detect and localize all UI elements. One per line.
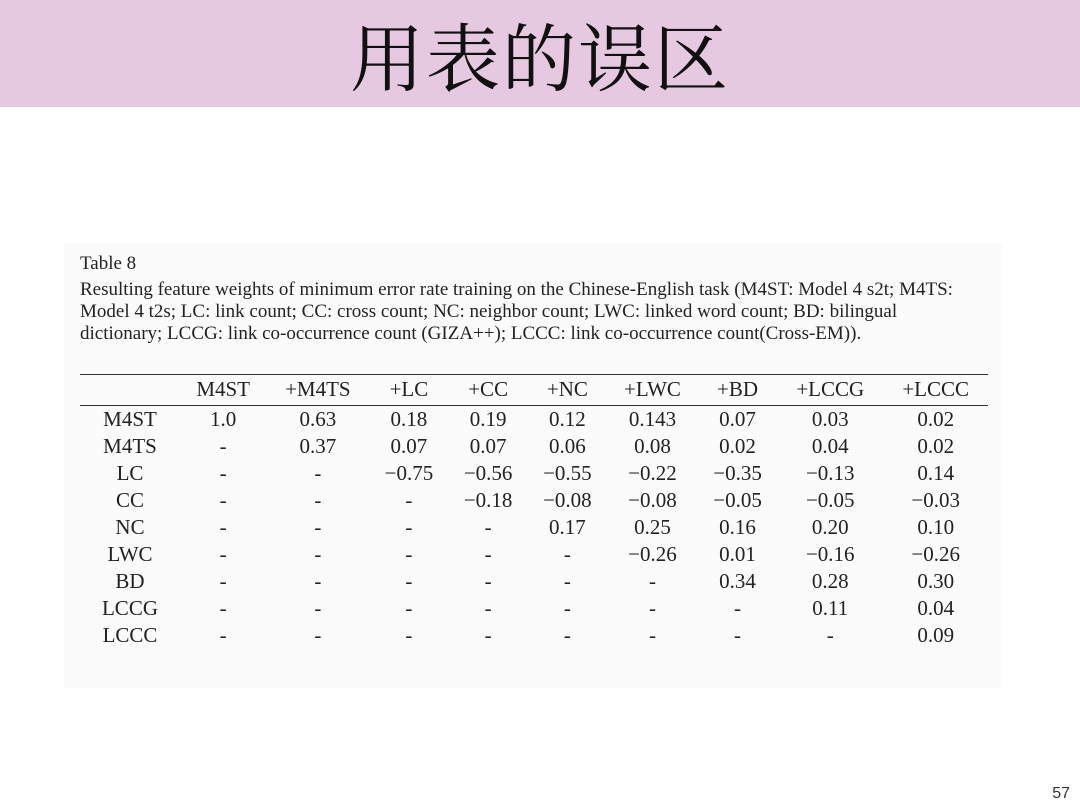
table-cell: - [314,515,322,539]
table-cell: - [314,461,322,485]
table-cell: - [219,596,227,620]
table-cell: 0.16 [719,515,756,539]
table-cell: −0.03 [911,488,960,512]
table-cell: 0.07 [390,434,428,458]
table-row-label: LCCC [102,623,158,647]
feature-weights-table [80,374,988,649]
table-cell: 0.02 [917,434,955,458]
table-cell: - [314,488,322,512]
table-cell: 0.34 [719,569,756,593]
table-cell: - [314,569,322,593]
table-cell: 0.10 [917,515,955,539]
table-header-cell: +LCCC [883,375,988,406]
table-cell: −0.13 [805,461,855,485]
table-figure [64,243,1002,688]
table-header-cell: +LC [369,375,448,406]
table-cell: 0.19 [469,407,507,431]
table-header-cell: M4ST [180,375,266,406]
table-cell: 0.17 [549,515,586,539]
table-row [80,622,988,649]
table-cell: - [563,569,571,593]
table-cell: 0.14 [917,461,955,485]
table-cell: 0.02 [719,434,756,458]
table-cell: - [734,596,742,620]
table-cell: - [405,488,413,512]
table-row [80,460,988,487]
table-cell: −0.26 [911,542,960,566]
table-cell: 0.09 [917,623,955,647]
page-number: 57 [1052,785,1070,802]
table-cell: - [219,515,227,539]
table-row-label: M4TS [103,434,157,458]
table-cell: - [219,461,227,485]
table-cell: 0.07 [469,434,507,458]
table-cell: −0.56 [463,461,513,485]
table-row [80,568,988,595]
table-cell: −0.18 [463,488,513,512]
slide-title-bar [0,0,1080,107]
table-row-label: LCCG [101,596,158,620]
table-cell: - [219,488,227,512]
table-header-cell: +M4TS [266,375,369,406]
table-row [80,595,988,622]
table-body [80,406,988,650]
table-cell: - [314,596,322,620]
table-cell: 0.04 [917,596,955,620]
table-cell: - [314,623,322,647]
table-cell: −0.16 [805,542,855,566]
table-cell: −0.26 [628,542,677,566]
table-row-label: CC [115,488,144,512]
table-cell: - [484,569,492,593]
table-row [80,433,988,460]
table-cell: - [563,542,571,566]
table-cell: 0.06 [549,434,586,458]
table-cell: 0.01 [719,542,756,566]
table-row [80,487,988,514]
table-caption-block [80,253,980,345]
table-cell: - [219,434,227,458]
table-cell: - [405,542,413,566]
table-cell: - [405,569,413,593]
table-header-cell: +LCCG [777,375,883,406]
table-cell: - [563,623,571,647]
table-cell: 0.04 [811,434,849,458]
table-row-label: BD [115,569,145,593]
table-row-label: LC [116,461,144,485]
table-header-corner [80,375,180,406]
table-cell: 0.03 [811,407,849,431]
table-cell: - [648,569,656,593]
table-caption: Resulting feature weights of minimum error rate training on the Chinese-English task (M4ST: Model 4 s2t; M4TS: Model 4 t2s; LC: link count; CC: cross count; NC: neighbor count; LWC: linked word count; BD: bilingual dictionary; LCCG: link co-occurrence count (GIZA++); LCCC: link co-occurrence count(Cross-EM)). [80,279,953,344]
table-header-cell: +BD [698,375,777,406]
table-cell: 0.12 [549,407,586,431]
table-cell: - [563,596,571,620]
table-cell: 0.28 [811,569,849,593]
table-cell: 0.25 [634,515,671,539]
table-cell: - [826,623,834,647]
table-cell: −0.22 [628,461,677,485]
table-header-cell: +CC [449,375,528,406]
table-cell: - [314,542,322,566]
table-cell: −0.55 [543,461,592,485]
slide-title: 用表的误区 [350,16,730,103]
table-cell: - [405,515,413,539]
table-cell: 0.30 [917,569,955,593]
table-cell: 0.11 [812,596,849,620]
table-row-label: NC [115,515,145,539]
table-cell: - [405,623,413,647]
table-cell: −0.08 [543,488,592,512]
table-row [80,541,988,568]
table-cell: - [405,596,413,620]
table-cell: 0.07 [719,407,756,431]
table-cell: 0.63 [299,407,337,431]
table-cell: - [484,515,492,539]
table-cell: - [219,623,227,647]
table-cell: - [484,542,492,566]
table-row-label: LWC [107,542,153,566]
table-cell: - [219,542,227,566]
table-cell: 0.08 [634,434,671,458]
table-header-row [80,375,988,406]
table-cell: 1.0 [210,407,237,431]
table-cell: 0.02 [917,407,955,431]
table-cell: −0.05 [713,488,762,512]
table-cell: −0.08 [628,488,677,512]
table-header-cell: +LWC [607,375,698,406]
table-cell: 0.37 [299,434,337,458]
table-cell: - [734,623,742,647]
table-cell: - [648,596,656,620]
table-cell: −0.35 [713,461,762,485]
table-row [80,514,988,541]
table-cell: - [484,623,492,647]
table-cell: 0.143 [628,407,677,431]
table-cell: 0.20 [811,515,849,539]
table-row [80,406,988,434]
table-label: Table 8 [80,253,137,274]
table-header-cell: +NC [528,375,607,406]
table-cell: - [648,623,656,647]
table-cell: 0.18 [390,407,428,431]
table-cell: - [219,569,227,593]
table-cell: −0.05 [805,488,855,512]
table-row-label: M4ST [103,407,157,431]
table-cell: - [484,596,492,620]
table-cell: −0.75 [384,461,434,485]
